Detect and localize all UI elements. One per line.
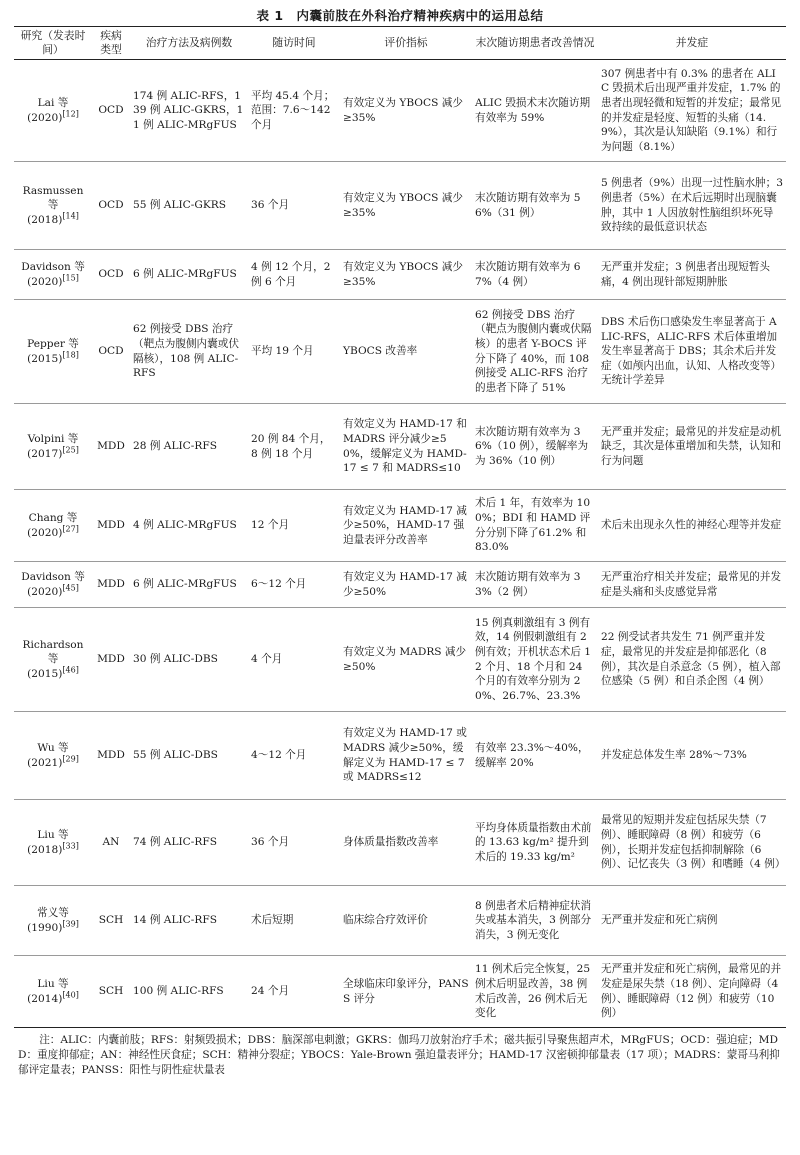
outcome-cell: 62 例接受 DBS 治疗（靶点为腹侧内囊或伏隔核）的患者 Y-BOCS 评分下降了 40%，而 108 例接受 ALIC-RFS 治疗的患者下降了 51% <box>472 300 598 404</box>
study-author: Volpini 等 <box>27 432 79 445</box>
study-year: (2018) <box>27 213 63 226</box>
table-caption: 表 1 内囊前肢在外科治疗精神疾病中的运用总结 <box>256 8 544 23</box>
study-cell <box>14 404 92 490</box>
study-cell <box>14 608 92 712</box>
table-row <box>14 60 786 162</box>
study-year: (2020) <box>27 275 63 288</box>
disease-cell: MDD <box>92 404 130 490</box>
followup-cell: 36 个月 <box>248 162 340 250</box>
disease-cell: MDD <box>92 712 130 800</box>
study-cell <box>14 956 92 1028</box>
study-reference: [45] <box>62 582 79 592</box>
followup-cell: 4～12 个月 <box>248 712 340 800</box>
study-cell <box>14 300 92 404</box>
table-row <box>14 162 786 250</box>
table-footnote: 注：ALIC：内囊前肢；RFS：射频毁损术；DBS：脑深部电刺激；GKRS：伽玛刀放射治疗手术；磁共振引导聚焦超声术，MRgFUS；OCD：强迫症；MDD：重度抑郁症；AN：神经性厌食症；SCH：精神分裂症；YBOCS：Yale-Brown 强迫量表评分；HAMD-17 汉密顿抑郁量表（17 项）；MADRS：蒙哥马利抑郁评定量表；PANSS：阳性与阴性症状量表 <box>18 1034 780 1076</box>
study-year: (2014) <box>27 992 63 1005</box>
complication-cell: 无严重并发症和死亡病例，最常见的并发症是尿失禁（18 例）、定向障碍（4 例）、睡眠障碍（12 例）和疲劳（10 例） <box>598 956 786 1028</box>
metric-cell: 有效定义为 HAMD-17 减少≥50% <box>340 562 472 608</box>
study-year: (2015) <box>27 352 63 365</box>
table-row <box>14 490 786 562</box>
study-reference: [39] <box>62 918 79 928</box>
disease-cell: AN <box>92 800 130 886</box>
header-method: 治疗方法及病例数 <box>130 27 248 60</box>
table-header-row <box>14 27 786 60</box>
outcome-cell: 末次随访期有效率为 67%（4 例） <box>472 250 598 300</box>
metric-cell: 全球临床印象评分，PANSS 评分 <box>340 956 472 1028</box>
study-reference: [27] <box>62 523 79 533</box>
study-cell <box>14 800 92 886</box>
study-reference: [29] <box>62 753 79 763</box>
followup-cell: 平均 45.4 个月；范围：7.6～142 个月 <box>248 60 340 162</box>
method-cell: 100 例 ALIC-RFS <box>130 956 248 1028</box>
table-row <box>14 300 786 404</box>
study-reference: [25] <box>62 444 79 454</box>
metric-cell: 身体质量指数改善率 <box>340 800 472 886</box>
method-cell: 6 例 ALIC-MRgFUS <box>130 250 248 300</box>
study-author: Pepper 等 <box>27 337 79 350</box>
complication-cell: 最常见的短期并发症包括尿失禁（7 例）、睡眠障碍（8 例）和疲劳（6 例），长期并发症包括抑制解除（6 例）、记忆丧失（3 例）和嗜睡（4 例） <box>598 800 786 886</box>
complication-cell: 无严重治疗相关并发症；最常见的并发症是头痛和头皮感觉异常 <box>598 562 786 608</box>
outcome-cell: 11 例术后完全恢复，25 例术后明显改善，38 例术后改善，26 例术后无变化 <box>472 956 598 1028</box>
study-author: Rasmussen 等 <box>22 184 84 212</box>
followup-cell: 4 个月 <box>248 608 340 712</box>
method-cell: 55 例 ALIC-GKRS <box>130 162 248 250</box>
outcome-cell: 平均身体质量指数由术前的 13.63 kg/m² 提升到术后的 19.33 kg/m² <box>472 800 598 886</box>
study-reference: [46] <box>62 665 79 675</box>
complication-cell: 5 例患者（9%）出现一过性脑水肿；3 例患者（5%）在术后远期时出现脑囊肿，其中 1 人因放射性脑组织坏死导致持续的最低意识状态 <box>598 162 786 250</box>
study-cell <box>14 60 92 162</box>
complication-cell: 无严重并发症；最常见的并发症是动机缺乏，其次是体重增加和失禁，认知和行为问题 <box>598 404 786 490</box>
complication-cell: DBS 术后伤口感染发生率显著高于 ALIC-RFS，ALIC-RFS 术后体重增加发生率显著高于 DBS；其余术后并发症（如颅内出血，认知、人格改变等）无统计学差异 <box>598 300 786 404</box>
study-reference: [15] <box>62 272 79 282</box>
complication-cell: 无严重并发症；3 例患者出现短暂头痛，4 例出现针部短期肿胀 <box>598 250 786 300</box>
study-reference: [14] <box>62 211 79 221</box>
table-row <box>14 800 786 886</box>
study-author: Lai 等 <box>37 96 69 109</box>
disease-cell: OCD <box>92 60 130 162</box>
table-row <box>14 250 786 300</box>
outcome-cell: 有效率 23.3%～40%，缓解率 20% <box>472 712 598 800</box>
followup-cell: 4 例 12 个月，2 例 6 个月 <box>248 250 340 300</box>
table-body <box>14 60 786 1028</box>
summary-table <box>14 26 786 1028</box>
metric-cell: 有效定义为 YBOCS 减少≥35% <box>340 250 472 300</box>
metric-cell: 有效定义为 HAMD-17 或 MADRS 减少≥50%，缓解定义为 HAMD-17 ≤ 7 或 MADRS≤12 <box>340 712 472 800</box>
study-year: (2018) <box>27 843 63 856</box>
outcome-cell: 末次随访期有效率为 33%（2 例） <box>472 562 598 608</box>
metric-cell: YBOCS 改善率 <box>340 300 472 404</box>
header-disease: 疾病类型 <box>92 27 130 60</box>
complication-cell: 307 例患者中有 0.3% 的患者在 ALIC 毁损术后出现严重并发症，1.7% 的患者出现轻微和短暂的并发症；最常见的并发症是轻度、短暂的头痛（14.9%），其次是认知缺陷（9.1%）和行为问题（8.1%） <box>598 60 786 162</box>
disease-cell: SCH <box>92 956 130 1028</box>
study-reference: [40] <box>62 989 79 999</box>
disease-cell: MDD <box>92 562 130 608</box>
study-cell <box>14 886 92 956</box>
study-author: 常义等 <box>37 906 69 919</box>
study-year: (2017) <box>27 447 63 460</box>
outcome-cell: 末次随访期有效率为 56%（31 例） <box>472 162 598 250</box>
disease-cell: MDD <box>92 608 130 712</box>
study-author: Davidson 等 <box>21 260 85 273</box>
disease-cell: MDD <box>92 490 130 562</box>
table-row <box>14 956 786 1028</box>
followup-cell: 20 例 84 个月，8 例 18 个月 <box>248 404 340 490</box>
metric-cell: 临床综合疗效评价 <box>340 886 472 956</box>
study-author: Wu 等 <box>37 741 69 754</box>
followup-cell: 术后短期 <box>248 886 340 956</box>
method-cell: 4 例 ALIC-MRgFUS <box>130 490 248 562</box>
method-cell: 6 例 ALIC-MRgFUS <box>130 562 248 608</box>
followup-cell: 平均 19 个月 <box>248 300 340 404</box>
study-cell <box>14 162 92 250</box>
study-author: Liu 等 <box>37 977 69 990</box>
header-followup: 随访时间 <box>248 27 340 60</box>
followup-cell: 36 个月 <box>248 800 340 886</box>
header-metric: 评价指标 <box>340 27 472 60</box>
method-cell: 62 例接受 DBS 治疗（靶点为腹侧内囊或伏隔核），108 例 ALIC-RFS <box>130 300 248 404</box>
study-reference: [33] <box>62 840 79 850</box>
followup-cell: 6～12 个月 <box>248 562 340 608</box>
study-cell <box>14 490 92 562</box>
disease-cell: OCD <box>92 300 130 404</box>
disease-cell: OCD <box>92 250 130 300</box>
complication-cell: 并发症总体发生率 28%～73% <box>598 712 786 800</box>
outcome-cell: 术后 1 年，有效率为 100%；BDI 和 HAMD 评分分别下降了61.2% 和 83.0% <box>472 490 598 562</box>
study-cell <box>14 562 92 608</box>
table-row <box>14 562 786 608</box>
study-year: (2020) <box>27 526 63 539</box>
metric-cell: 有效定义为 YBOCS 减少≥35% <box>340 60 472 162</box>
study-author: Liu 等 <box>37 828 69 841</box>
study-year: (2015) <box>27 667 63 680</box>
method-cell: 30 例 ALIC-DBS <box>130 608 248 712</box>
outcome-cell: 末次随访期有效率为 36%（10 例），缓解率为为 36%（10 例） <box>472 404 598 490</box>
study-cell <box>14 712 92 800</box>
method-cell: 55 例 ALIC-DBS <box>130 712 248 800</box>
study-year: (2020) <box>27 111 63 124</box>
header-outcome: 末次随访期患者改善情况 <box>472 27 598 60</box>
table-row <box>14 608 786 712</box>
study-reference: [12] <box>62 108 79 118</box>
study-author: Richardson 等 <box>22 638 84 666</box>
followup-cell: 12 个月 <box>248 490 340 562</box>
study-year: (1990) <box>27 921 63 934</box>
complication-cell: 术后未出现永久性的神经心理等并发症 <box>598 490 786 562</box>
table-row <box>14 886 786 956</box>
header-study: 研究（发表时间） <box>14 27 92 60</box>
metric-cell: 有效定义为 YBOCS 减少≥35% <box>340 162 472 250</box>
method-cell: 174 例 ALIC-RFS，139 例 ALIC-GKRS，11 例 ALIC-MRgFUS <box>130 60 248 162</box>
metric-cell: 有效定义为 HAMD-17 减少≥50%，HAMD-17 强迫量表评分改善率 <box>340 490 472 562</box>
outcome-cell: 15 例真刺激组有 3 例有效，14 例假刺激组有 2 例有效；开机状态术后 12 个月、18 个月和 24 个月的有效率分别为 20%、26.7%、23.3% <box>472 608 598 712</box>
complication-cell: 22 例受试者共发生 71 例严重并发症，最常见的并发症是抑郁恶化（8 例），其次是自杀意念（5 例），植入部位感染（5 例）和自杀企图（4 例） <box>598 608 786 712</box>
method-cell: 14 例 ALIC-RFS <box>130 886 248 956</box>
disease-cell: SCH <box>92 886 130 956</box>
outcome-cell: 8 例患者术后精神症状消失或基本消失，3 例部分消失，3 例无变化 <box>472 886 598 956</box>
study-year: (2021) <box>27 756 63 769</box>
study-cell <box>14 250 92 300</box>
study-author: Davidson 等 <box>21 570 85 583</box>
method-cell: 28 例 ALIC-RFS <box>130 404 248 490</box>
disease-cell: OCD <box>92 162 130 250</box>
header-complication: 并发症 <box>598 27 786 60</box>
metric-cell: 有效定义为 MADRS 减少≥50% <box>340 608 472 712</box>
study-reference: [18] <box>62 349 79 359</box>
table-row <box>14 712 786 800</box>
followup-cell: 24 个月 <box>248 956 340 1028</box>
method-cell: 74 例 ALIC-RFS <box>130 800 248 886</box>
table-row <box>14 404 786 490</box>
outcome-cell: ALIC 毁损术末次随访期有效率为 59% <box>472 60 598 162</box>
metric-cell: 有效定义为 HAMD-17 和 MADRS 评分减少≥50%，缓解定义为 HAMD-17 ≤ 7 和 MADRS≤10 <box>340 404 472 490</box>
study-year: (2020) <box>27 585 63 598</box>
complication-cell: 无严重并发症和死亡病例 <box>598 886 786 956</box>
study-author: Chang 等 <box>28 511 78 524</box>
